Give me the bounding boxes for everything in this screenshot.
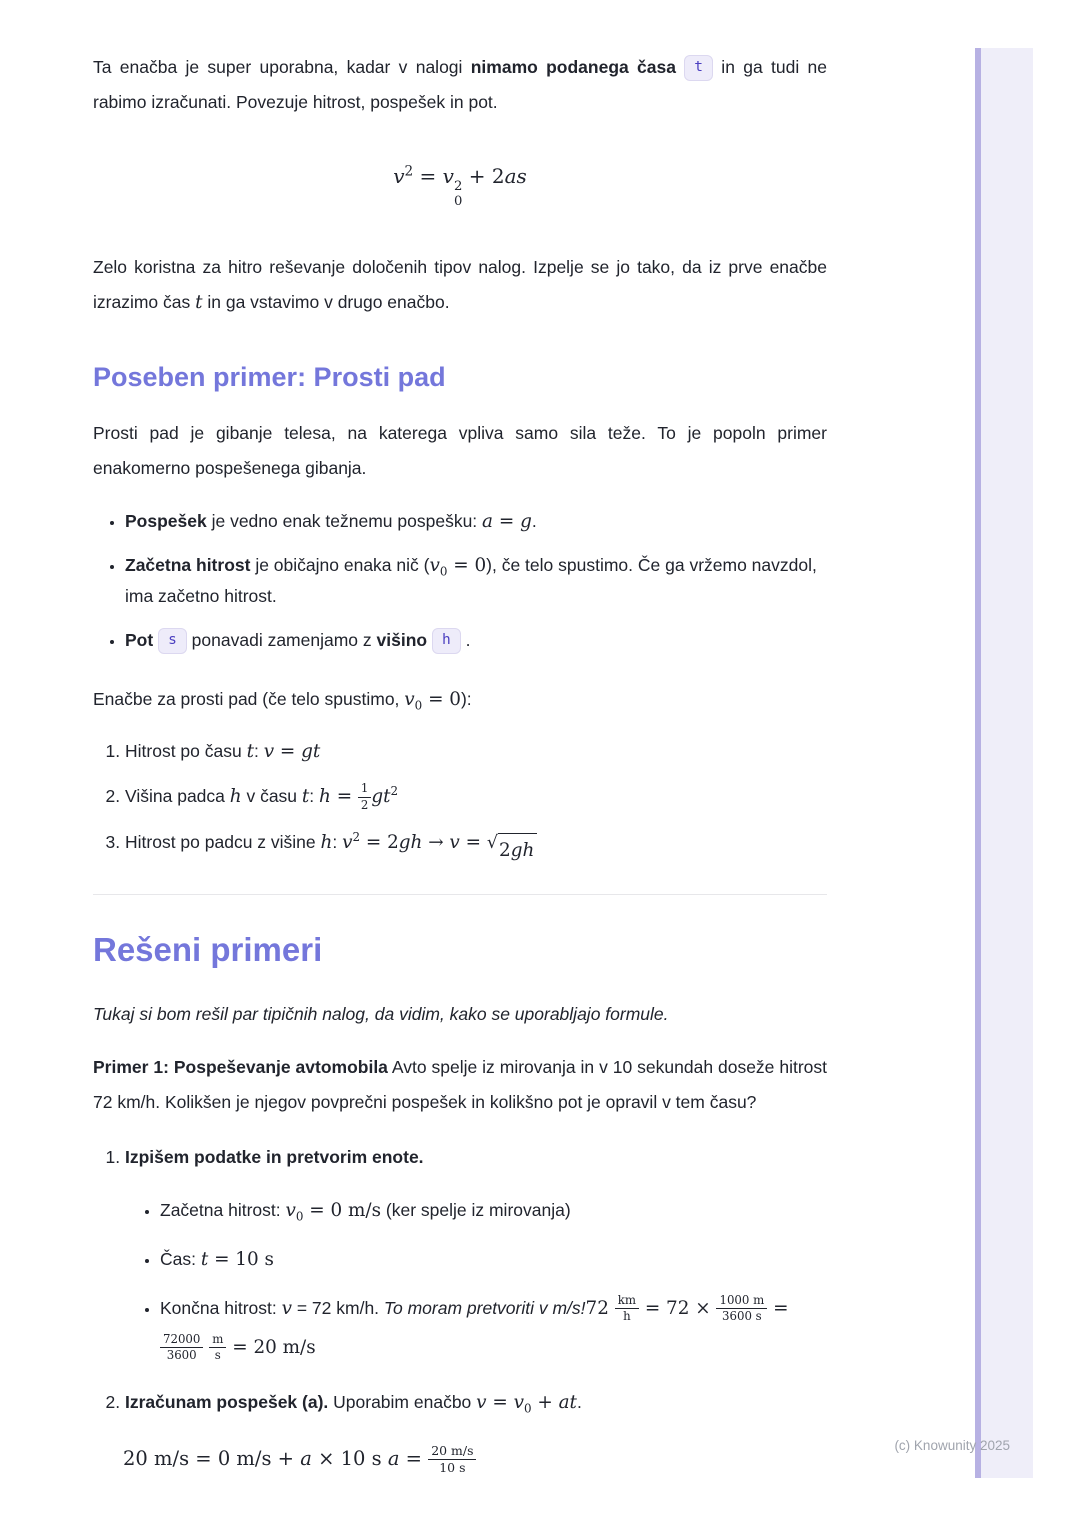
velocity-squared-formula: $v^2 = v$ 2 0 + 2as — [393, 163, 527, 210]
free-fall-heading: Poseben primer: Prosti pad — [93, 362, 446, 393]
solution-steps-list — [93, 1142, 827, 1418]
math-fraction: $\frac{20 m/s}{10 s}$ — [428, 1443, 476, 1476]
page-edge-panel — [981, 48, 1033, 1478]
watermark: (c) Knowunity 2025 — [894, 1438, 1010, 1453]
math-fraction: $\frac{km}{h}$ — [615, 1293, 639, 1325]
list-item: 2. Izračunam pospešek (a). Uporabim enačbo $v = v_0$ + at. — [125, 1387, 827, 1418]
page-edge-divider — [975, 48, 981, 1478]
math-sqrt: √ 2gh — [487, 833, 537, 868]
formula-usage-paragraph: Zelo koristna za hitro reševanje določenih tipov nalog. Izpelje se jo tako, da iz prve enačbe izrazimo čas t in ga vstavimo v drugo enačbo. — [93, 257, 827, 314]
list-item: • Pospešek je vedno enak težnemu pospešku: a = g. — [125, 506, 827, 537]
math-supsub: 2 0 — [453, 178, 463, 210]
example-problem-paragraph: Primer 1: Pospeševanje avtomobila Avto spelje iz mirovanja in v 10 sekundah doseže hitrost 72 km/h. Kolikšen je njegov povprečni pospešek in kolikšno pot je opravil v tem času? — [93, 1056, 827, 1112]
step-title: Izpišem podatke in pretvorim enote. — [125, 1146, 424, 1167]
list-item: 1. Hitrost po času t: v = gt — [125, 735, 827, 768]
list-item: • Končna hitrost: v = 72 km/h. To moram pretvoriti v m/s!72 $\frac{km}{h}$ = 72 × $\frac{1000 m}{3600 s}$ = $\frac{72000}{3600}$ $\frac{m}{s}$ = 20 m/s — [160, 1289, 827, 1367]
list-item: • Začetna hitrost je običajno enaka nič $(v_0 = 0)$, če telo spustimo. Če ga vržemo navzdol, ima začetno hitrost. — [125, 550, 827, 612]
content-column — [93, 0, 827, 1480]
inline-code-badge: h — [432, 628, 461, 654]
intro-paragraph: Ta enačba je super uporabna, kadar v nalogi nimamo podanega časa t in ga tudi ne rabimo izračunati. Povezuje hitrost, pospešek in pot. — [93, 57, 827, 112]
free-fall-equation-list — [93, 735, 827, 867]
free-fall-paragraph: Prosti pad je gibanje telesa, na katerega vpliva samo sila teže. To je popoln primer enakomerno pospešenega gibanja. — [93, 423, 827, 479]
list-item: • Čas: t = 10 s — [160, 1240, 827, 1279]
math-fraction: $\frac{72000}{3600}$ — [160, 1332, 203, 1364]
inline-code-badge: s — [158, 628, 187, 654]
free-fall-bullet-list — [93, 506, 827, 656]
section-divider — [93, 894, 827, 895]
free-fall-equations-intro: Enačbe za prosti pad (če telo spustimo, $v_0 = 0$): — [93, 689, 472, 713]
given-data-list — [125, 1191, 827, 1367]
math-fraction: $\frac{1}{2}$ — [358, 781, 371, 813]
math-fraction: $\frac{m}{s}$ — [209, 1332, 226, 1364]
list-item: 2. Višina padca h v času t: h = $\frac{1}{2}$ $gt^2$ — [125, 780, 827, 813]
math-fraction: $\frac{1000 m}{3600 s}$ — [716, 1293, 767, 1325]
solved-examples-intro: Tukaj si bom rešil par tipičnih nalog, da vidim, kako se uporabljajo formule. — [93, 1003, 669, 1024]
inline-code-badge: t — [684, 55, 713, 81]
list-item: • Pot s ponavadi zamenjamo z višino h . — [125, 625, 827, 656]
solved-examples-heading: Rešeni primeri — [93, 930, 323, 968]
list-item: • Začetna hitrost: $v_0 = 0$ m/s (ker spelje iz mirovanja) — [160, 1191, 827, 1230]
acceleration-equation: 20 m/s = 0 m/s + a × 10 s a = $\frac{20 m/s}{10 s}$ — [93, 1438, 827, 1480]
list-item: 3. Hitrost po padcu z višine h: $v^2 = 2gh \to v$ = √ 2gh — [125, 826, 827, 868]
list-item — [125, 1142, 827, 1367]
